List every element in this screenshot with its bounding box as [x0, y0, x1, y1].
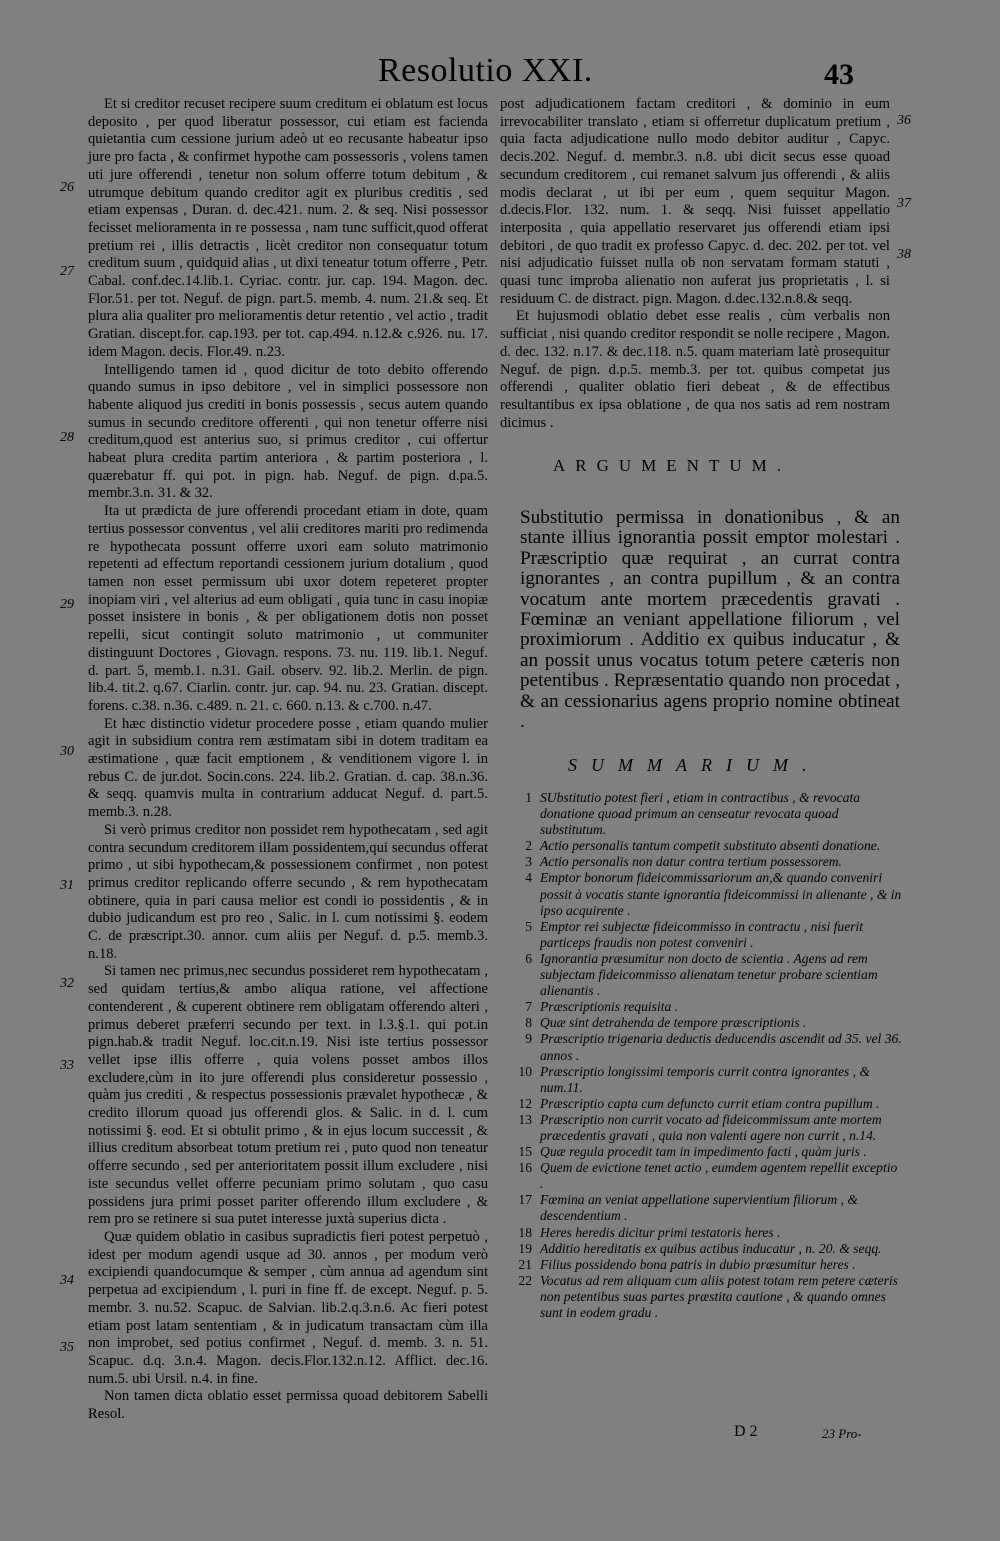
summary-item	[502, 1241, 902, 1257]
right-column-text	[500, 96, 890, 432]
summary-item	[502, 1096, 902, 1112]
paragraph: Et hæc distinctio videtur procedere posse , etiam quando mulier agit in subsidium contra rem æstimatam sibi in dotem traditam ea æstimatione , quæ facit emptionem , & venditionem vigore l. in rebus C. de jur.dot. Socin.cons. 224. lib.2. Gratian. d. cap. 38.n.36. & seqq. quamvis multa in contrarium adducat Neguf. d. part.5. memb.3. n.28.	[88, 715, 488, 821]
paragraph: Si verò primus creditor non possidet rem hypothecatam , sed agit contra secundum creditorem illam possidentem,qui secundus offerat primo , ut sibi hypothecam,& possessionem confirmet , non potest primus creditor replicando offerre secundo , & rem hypothecatam obtinere, quia in pari causa melior est condi io possidentis , & in dubio judicandum est pro reo , Salic. in l. cum notissimi §. eodem C. de præscript.30. annor. cum aliis per Neguf. d. p.5. memb.3. n.18.	[88, 821, 488, 962]
summary-item-number: 1	[525, 790, 532, 805]
summary-item-text: Ignorantia præsumitur non docto de scientia . Agens ad rem subjectam fideicommisso alienatam tenetur probare scientiam alienantis .	[540, 950, 878, 999]
summary-item-text: Actio personalis non datur contra tertium possessorem.	[540, 854, 842, 870]
summary-item	[502, 1225, 902, 1241]
summary-item	[502, 1015, 902, 1031]
summary-item-number: 16	[518, 1160, 532, 1176]
summary-item-number: 6	[525, 950, 532, 966]
summary-item-text: Vocatus ad rem aliquam cum aliis potest totam rem petere cæteris non petentibus suas partes præstita cautione , & quando omnes sunt in eodem gradu .	[540, 1272, 898, 1320]
summary-item-text: Additio hereditatis ex quibus actibus inducatur , n. 20. & seqq.	[540, 1240, 882, 1256]
summary-item	[502, 1112, 902, 1144]
summarium-heading: SUMMARIUM.	[568, 755, 821, 775]
summary-item-number: 13	[518, 1111, 532, 1127]
summary-item	[502, 1064, 902, 1096]
summary-item	[502, 919, 902, 951]
summary-item-text: Præscriptio longissimi temporis currit contra ignorantes , & num.11.	[540, 1063, 871, 1095]
page-title: Resolutio XXI.	[378, 52, 593, 89]
margin-number: 35	[60, 1340, 74, 1355]
summary-item-text: Fœmina an veniat appellatione supervientium filiorum , & descendentium .	[540, 1192, 858, 1224]
summary-item	[502, 790, 902, 838]
paragraph: Et si creditor recuset recipere suum creditum ei oblatum est locus deposito , per quod liberatur possessor, cui etiam est facienda quietantia cum cessione jurium adeò ut eo recusante habeatur ipso jure pro facta , & confirmet hypothe cam possessoris , volens tamen uti jure offerendi , tenetur non solum offerre totum debitum , & utrumque debitum quando creditor agit ex pluribus creditis , sed etiam expensas , Duran. d. dec.421. num. 2. & seq. Nisi possessor fecisset melioramenta in re possessa , nam tunc sufficit,quod offerat pretium rei , illis detractis , licèt creditor non consequatur totum creditum suum , quidquid alias , ut dixi teneatur totum offerre , Petr. Cabal. conf.dec.14.lib.1. Cyriac. contr. jur. cap. 194. Magon. dec. Flor.51. per tot. Neguf. de pign. part.5. memb. 4. num. 21.& seq. Et plura alia qualiter pro melioramentis detur retentio , vel actio , tradit Gratian. discept.for. cap.193. per tot. cap.494. n.12.& c.926. nu. 17. idem Magon. decis. Flor.49. n.23.	[88, 96, 488, 360]
summary-item-text: Quæ sint detrahenda de tempore præscriptionis .	[540, 1015, 807, 1031]
summary-item-number: 22	[518, 1272, 532, 1288]
summary-item-number: 2	[525, 838, 532, 854]
summary-list	[502, 790, 902, 1321]
summary-item-text: Præscriptionis requisita .	[540, 999, 679, 1015]
summary-item	[502, 870, 902, 918]
summary-item	[502, 1144, 902, 1160]
summary-item	[502, 838, 902, 854]
margin-number: 30	[60, 744, 74, 759]
margin-number: 33	[60, 1058, 74, 1073]
summary-item	[502, 1273, 902, 1321]
summary-item	[502, 999, 902, 1015]
paragraph: Et hujusmodi oblatio debet esse realis , cùm verbalis non sufficiat , nisi quando creditor respondit se nolle recipere , Magon. d. dec. 132. n.17. & dec.118. n.5. quam materiam latè prosequitur Neguf. de pign. d.p.5. memb.3. per tot. quibus competat jus offerendi , qualiter oblatio fieri debeat , & de effectibus resultantibus ex ipsa oblatione , de qua nos satis ad rem nostram dicimus .	[500, 308, 890, 431]
summary-item-number: 15	[518, 1144, 532, 1160]
summary-item	[502, 1192, 902, 1224]
margin-number: 37	[897, 196, 911, 211]
summary-item	[502, 854, 902, 870]
summary-item-number: 9	[525, 1031, 532, 1047]
paragraph: Ita ut prædicta de jure offerendi procedant etiam in dote, quam tertius possessor conventus , vel alii creditores mariti pro redimenda re hypothecata possunt offerre uxori eam soluto matrimonio repetenti ad effectum reportandi cessionem jurium dotalium , quod tamen non esset permissum ubi uxor dotem repeteret propter inopiam viri , vel alterius ad eum obligati , quia tunc in casu inopiæ posset insistere in bonis , & per obligationem dotis non posset repelli, sicut contingit soluto matrimonio , ut communiter distinguunt Doctores , Giovagn. respons. 73. nu. 119. lib.1. Neguf. d. part. 5, memb.1. n.31. Gail. observ. 92. lib.2. Merlin. de pign. lib.4. tit.2. q.67. Ciarlin. contr. jur. cap. 94. nu. 23. Gratian. discept. forens. c.38. n.36. c.489. n. 21. c. 660. n.13. & c.700. n.47.	[88, 503, 488, 714]
summary-item	[502, 951, 902, 999]
summary-item-number: 12	[518, 1095, 532, 1111]
margin-number: 28	[60, 430, 74, 445]
margin-number: 26	[60, 180, 74, 195]
left-column	[88, 96, 488, 1424]
summary-item-text: Quæ regula procedit tam in impedimento facti , quàm juris .	[540, 1144, 867, 1160]
summary-item	[502, 1031, 902, 1063]
summary-item-number: 5	[525, 918, 532, 934]
summary-item-number: 3	[525, 854, 532, 870]
argumentum-heading: ARGUMENTUM.	[553, 456, 791, 475]
margin-number: 34	[60, 1273, 74, 1288]
argumentum-text: Substitutio permissa in donationibus , & an stante illius ignorantia possit emptor molestari . Præscriptio quæ requirat , an currat contra ignorantes , an contra pupillum , & an contra vocatum ante mortem præcedentis gravati . Fœminæ an veniant appellatione filiorum , vel proximiorum . Additio ex quibus inducatur , & an possit unus vocatus totum petere cæteris non petentibus . Repræsentatio quando non procedat , & an cessionarius agens proprio nomine obtineat .	[520, 507, 900, 733]
paragraph: Intelligendo tamen id , quod dicitur de toto debito offerendo quando sumus in ipso debitore , vel in simplici possessore non habente aliquod jus crediti in bonis possessis , secus autem quando sumus in secundo creditore offerenti , qui non tenetur offerre nisi creditum,quod est anterius suo, si primus creditor , cui offertur habeat plura credita partim anteriora , & partim posteriora , l. quærebatur ff. qui pot. in pign. hab. Neguf. de pign. d.pa.5. membr.3.n. 31. & 32.	[88, 361, 488, 502]
summary-item-text: Quem de evictione tenet actio , eumdem agentem repellit exceptio .	[540, 1160, 898, 1192]
summary-item	[502, 1160, 902, 1192]
summary-item-text: Præscriptio trigenaria deductis deducendis ascendit ad 35. vel 36. annos .	[540, 1031, 902, 1063]
summary-item-text: Præscriptio capta cum defuncto currit etiam contra pupillum .	[540, 1095, 880, 1111]
margin-number: 29	[60, 597, 74, 612]
summary-item	[502, 1257, 902, 1273]
paragraph: Quæ quidem oblatio in casibus supradictis fieri potest perpetuò , idest per modum agendi usque ad 30. annos , per modum verò excipiendi quandocumque & semper , cùm annua ad agendum sint perpetua ad excipiendum , l. puri in fine ff. de except. Neguf. p. 5. membr. 3. nu.52. Scapuc. de Salvian. lib.2.q.3.n.6. Ac fieri potest etiam post latam sententiam , & in judicatum transactam cùm illa non improbet, sed potius confirmet , Neguf. d. memb. 3. n. 51. Scapuc. d.q. 3.n.4. Magon. decis.Flor.132.n.12. Afflict. dec.16. num.5. ubi Ursil. n.4. in fine.	[88, 1229, 488, 1387]
signature-mark: D 2	[734, 1423, 758, 1440]
summary-item-text: Filius possidendo bona patris in dubio præsumitur heres .	[540, 1256, 856, 1272]
summary-item-number: 21	[518, 1256, 532, 1272]
summary-item-number: 4	[525, 870, 532, 886]
margin-number: 32	[60, 976, 74, 991]
catchword: 23 Pro-	[822, 1426, 862, 1441]
summary-item-text: Actio personalis tantum competit substituto absenti donatione.	[540, 838, 881, 854]
paragraph: Si tamen nec primus,nec secundus possideret rem hypothecatam , sed quidam tertius,& ambo aliqua ratione, vel affectione contenderent , & cuperent obtinere rem obligatam offerendo alteri , primus deberet præferri secundo per text. in l.3.§.1. qui pot.in pign.hab.& tradit Neguf. loc.cit.n.19. Nisi iste tertius possessor vellet ipse illis offerre , quia volens posset ambos illos excludere,cùm in ito jure offerendi plus consideretur possessio , quàm jus crediti , & respectus possessionis prævalet hypothecæ , & credito illorum quoad jus offerendi glos. & Salic. in d. l. cum notissimi §. eod. Et si obtulit primo , & in ejus locum successit , & illius creditum absorbeat totum pretium rei , puto quod non teneatur offerre secundo , sed per anterioritatem possit illum excludere , nisi iste secundus vellet offerre pecuniam primo solutam , quo casu possidens jura primi posset pariter offerendo illum excludere , & rem pro se retinere si sua putet interesse juxtà superius dicta .	[88, 963, 488, 1228]
paragraph: post adjudicationem factam creditori , & dominio in eum irrevocabiliter translato , etiam si offerretur duplicatum pretium , quia facta adjudicatione nullo modo debitor auditur , Capyc. decis.202. Neguf. d. membr.3. n.8. ubi dicit secus esse quoad secundum creditorem , cui remanet salvum jus offerendi , & aliis modis declarat , ut ibi per eum , quem sequitur Magon. d.decis.Flor. 132. num. 1. & seqq. Nisi fuisset appellatio interposita , quia appellatio reservaret jus offerendi etiam ipsi debitori , de quo tradit ex professo Capyc. d. dec. 202. per tot. vel nisi adjudicatio fuisset nulla ob non servatam formam statuti , quasi tunc improba alienatio non auferat jus proprietatis , l. si residuum C. de distract. pign. Magon. d.dec.132.n.8.& seqq.	[500, 96, 890, 307]
summary-item-number: 8	[525, 1015, 532, 1031]
summary-item-number: 10	[518, 1063, 532, 1079]
margin-number: 38	[897, 247, 911, 262]
margin-number: 36	[897, 113, 911, 128]
summary-item-number: 18	[518, 1224, 532, 1240]
summary-item-text: Præscriptio non currit vocato ad fideicommissum ante mortem præcedentis gravati , quia non valenti agere non currit , n.14.	[540, 1111, 882, 1143]
summary-item-number: 17	[518, 1192, 532, 1208]
summary-item-text: Heres heredis dicitur primi testatoris heres .	[540, 1224, 781, 1240]
margin-number: 31	[60, 878, 74, 893]
margin-number: 27	[60, 264, 74, 279]
summary-item-number: 7	[525, 999, 532, 1015]
summary-item-text: Emptor rei subjectæ fideicommisso in contractu , nisi fuerit particeps fraudis non potest conveniri .	[540, 918, 864, 950]
paragraph: Non tamen dicta oblatio esset permissa quoad debitorem Sabelli Resol.	[88, 1388, 488, 1423]
page-number: 43	[824, 58, 854, 91]
summary-item-text: SUbstitutio potest fieri , etiam in contractibus , & revocata donatione quoad primum an censeatur revocata quoad substitutum.	[540, 790, 861, 838]
summary-item-number: 19	[518, 1240, 532, 1256]
summary-item-text: Emptor bonorum fideicommissariorum an,& quando conveniri possit à vocatis stante ignorantia fideicommissi in alienante , & in ipso acquirente .	[540, 870, 902, 918]
